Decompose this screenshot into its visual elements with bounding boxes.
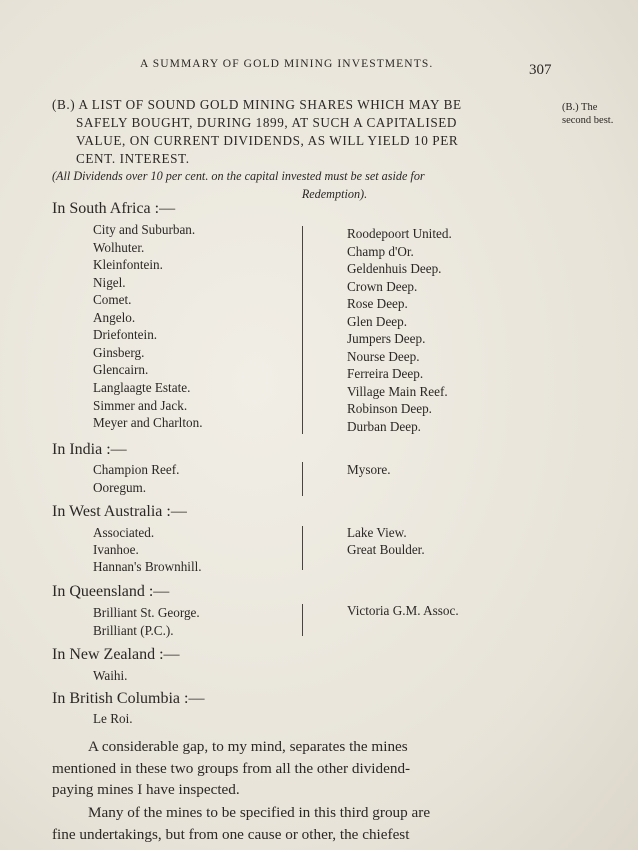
mine-name: Waihi. [93,668,128,683]
mine-name: Geldenhuis Deep. [347,261,442,276]
region-title-west-australia: In West Australia :— [52,503,187,520]
mine-name: Associated. [93,525,155,540]
column-divider [302,462,303,496]
mine-name: Angelo. [93,310,136,325]
mine-name: Nigel. [93,275,126,290]
heading-line: CENT. INTEREST. [76,151,190,166]
mine-name: Durban Deep. [347,419,421,434]
mine-name: City and Suburban. [93,222,196,237]
mine-name: Glen Deep. [347,314,408,329]
margin-note-line: second best. [562,115,614,126]
heading-line: VALUE, ON CURRENT DIVIDENDS, AS WILL YIELD 10 PER [76,133,459,148]
note-line: Redemption). [301,186,368,201]
mine-name: Roodepoort United. [347,226,452,241]
mine-name: Nourse Deep. [347,349,420,364]
region-title-india: In India :— [52,441,127,458]
mine-name: Crown Deep. [347,279,418,294]
mine-name: Ferreira Deep. [347,366,424,381]
paragraph-line: paying mines I have inspected. [52,781,240,798]
paragraph-line: fine undertakings, but from one cause or other, the chiefest [52,825,410,843]
region-title-south-africa: In South Africa :— [52,200,176,217]
mine-name: Meyer and Charlton. [93,415,203,430]
region-title-british-columbia: In British Columbia :— [52,690,205,707]
mine-name: Langlaagte Estate. [93,380,191,395]
margin-note-line: (B.) The [562,102,598,113]
mine-name: Victoria G.M. Assoc. [347,603,459,618]
mine-name: Rose Deep. [347,296,408,311]
page-number: 307 [529,62,552,78]
mine-name: Ooregum. [93,480,147,495]
mine-name: Champ d'Or. [347,244,414,259]
mine-name: Village Main Reef. [347,384,448,399]
mine-name: Wolhuter. [93,240,145,255]
mine-name: Driefontein. [93,327,158,342]
paragraph-line: mentioned in these two groups from all the other dividend- [52,759,411,777]
dividend-note [52,168,557,203]
heading-line: (B.) A LIST OF SOUND GOLD MINING SHARES WHICH MAY BE [52,97,462,112]
column-divider [302,604,303,636]
column-divider [302,526,303,570]
mine-name: Brilliant St. George. [93,605,200,620]
mine-name: Mysore. [347,462,391,477]
running-head: A SUMMARY OF GOLD MINING INVESTMENTS. [140,58,434,70]
region-title-queensland: In Queensland :— [52,583,170,600]
margin-note [562,101,632,127]
body-paragraph [52,736,557,801]
mine-name: Le Roi. [93,711,133,726]
body-paragraph [52,802,557,845]
mine-name: Jumpers Deep. [347,331,426,346]
paragraph-line: A considerable gap, to my mind, separates the mines [88,738,408,755]
column-divider [302,226,303,434]
mine-name: Robinson Deep. [347,401,432,416]
mine-name: Great Boulder. [347,542,425,557]
list-heading [52,96,556,168]
region-title-new-zealand: In New Zealand :— [52,646,180,663]
mine-name: Lake View. [347,525,407,540]
mine-name: Hannan's Brownhill. [93,559,202,574]
mine-name: Simmer and Jack. [93,398,188,413]
mine-name: Champion Reef. [93,462,180,477]
note-line: (All Dividends over 10 per cent. on the capital invested must be set aside for [52,169,425,183]
mine-name: Ginsberg. [93,345,145,360]
paragraph-line: Many of the mines to be specified in this third group are [88,804,431,821]
mine-name: Ivanhoe. [93,542,139,557]
mine-name: Kleinfontein. [93,257,163,272]
mine-name: Glencairn. [93,362,149,377]
mine-name: Comet. [93,292,132,307]
mine-name: Brilliant (P.C.). [93,623,174,638]
heading-line: SAFELY BOUGHT, DURING 1899, AT SUCH A CAPITALISED [76,115,458,130]
